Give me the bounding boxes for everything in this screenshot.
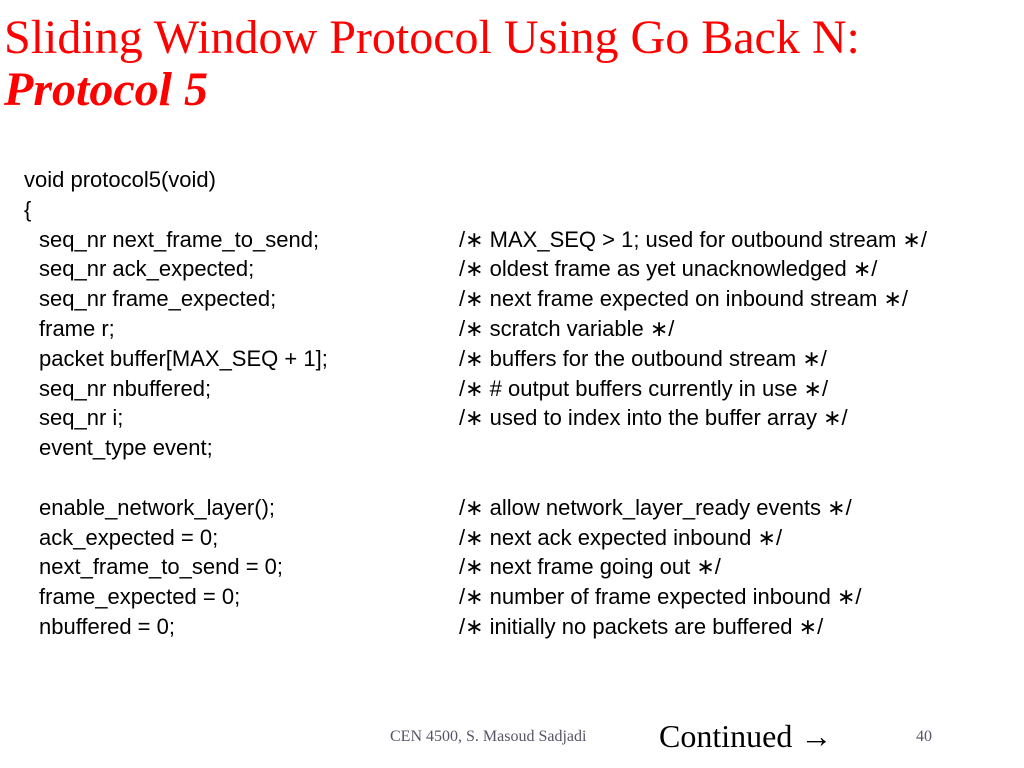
code-block <box>24 165 1014 642</box>
blank-line <box>24 463 1014 493</box>
code-text: nbuffered = 0; <box>39 613 175 639</box>
code-text: frame_expected = 0; <box>39 584 241 610</box>
code-line <box>24 582 1014 612</box>
code-comment: /∗ buffers for the outbound stream ∗/ <box>459 345 827 371</box>
code-line <box>24 612 1014 642</box>
code-text: seq_nr ack_expected; <box>39 256 255 282</box>
slide-title <box>4 12 1020 116</box>
code-line <box>24 195 1014 225</box>
code-line <box>24 344 1014 374</box>
code-line <box>24 165 1014 195</box>
code-text: event_type event; <box>39 435 213 461</box>
code-text: seq_nr i; <box>39 405 124 431</box>
code-line <box>24 314 1014 344</box>
code-comment: /∗ scratch variable ∗/ <box>459 315 675 341</box>
code-text: enable_network_layer(); <box>39 494 276 520</box>
code-text: seq_nr frame_expected; <box>39 286 277 312</box>
title-line-1: Sliding Window Protocol Using Go Back N: <box>4 11 860 64</box>
footer-source: CEN 4500, S. Masoud Sadjadi <box>390 728 587 745</box>
code-comment: /∗ used to index into the buffer array ∗/ <box>459 405 848 431</box>
page-number: 40 <box>916 728 932 745</box>
code-line <box>24 374 1014 404</box>
continued-link[interactable]: Continued → <box>659 718 833 754</box>
code-comment: /∗ allow network_layer_ready events ∗/ <box>459 494 852 520</box>
code-comment: /∗ next frame going out ∗/ <box>459 554 721 580</box>
code-comment: /∗ MAX_SEQ > 1; used for outbound stream ∗/ <box>459 226 927 252</box>
code-line <box>24 433 1014 463</box>
code-text: packet buffer[MAX_SEQ + 1]; <box>39 345 328 371</box>
code-line <box>24 552 1014 582</box>
code-text: ack_expected = 0; <box>39 524 219 550</box>
code-line <box>24 493 1014 523</box>
code-text: frame r; <box>39 315 115 341</box>
code-comment: /∗ oldest frame as yet unacknowledged ∗/ <box>459 256 878 282</box>
code-comment: /∗ number of frame expected inbound ∗/ <box>459 584 862 610</box>
code-text: void protocol5(void) <box>24 167 216 192</box>
code-text: next_frame_to_send = 0; <box>39 554 283 580</box>
code-comment: /∗ initially no packets are buffered ∗/ <box>459 613 824 639</box>
code-line <box>24 254 1014 284</box>
title-line-2: Protocol 5 <box>4 63 208 116</box>
code-text: seq_nr next_frame_to_send; <box>39 226 320 252</box>
code-text: { <box>24 196 32 222</box>
code-comment: /∗ next frame expected on inbound stream ∗/ <box>459 286 908 312</box>
code-line <box>24 523 1014 553</box>
code-line <box>24 403 1014 433</box>
code-text: seq_nr nbuffered; <box>39 375 212 401</box>
code-line <box>24 284 1014 314</box>
code-comment: /∗ # output buffers currently in use ∗/ <box>459 375 829 401</box>
code-line <box>24 225 1014 255</box>
code-comment: /∗ next ack expected inbound ∗/ <box>459 524 783 550</box>
